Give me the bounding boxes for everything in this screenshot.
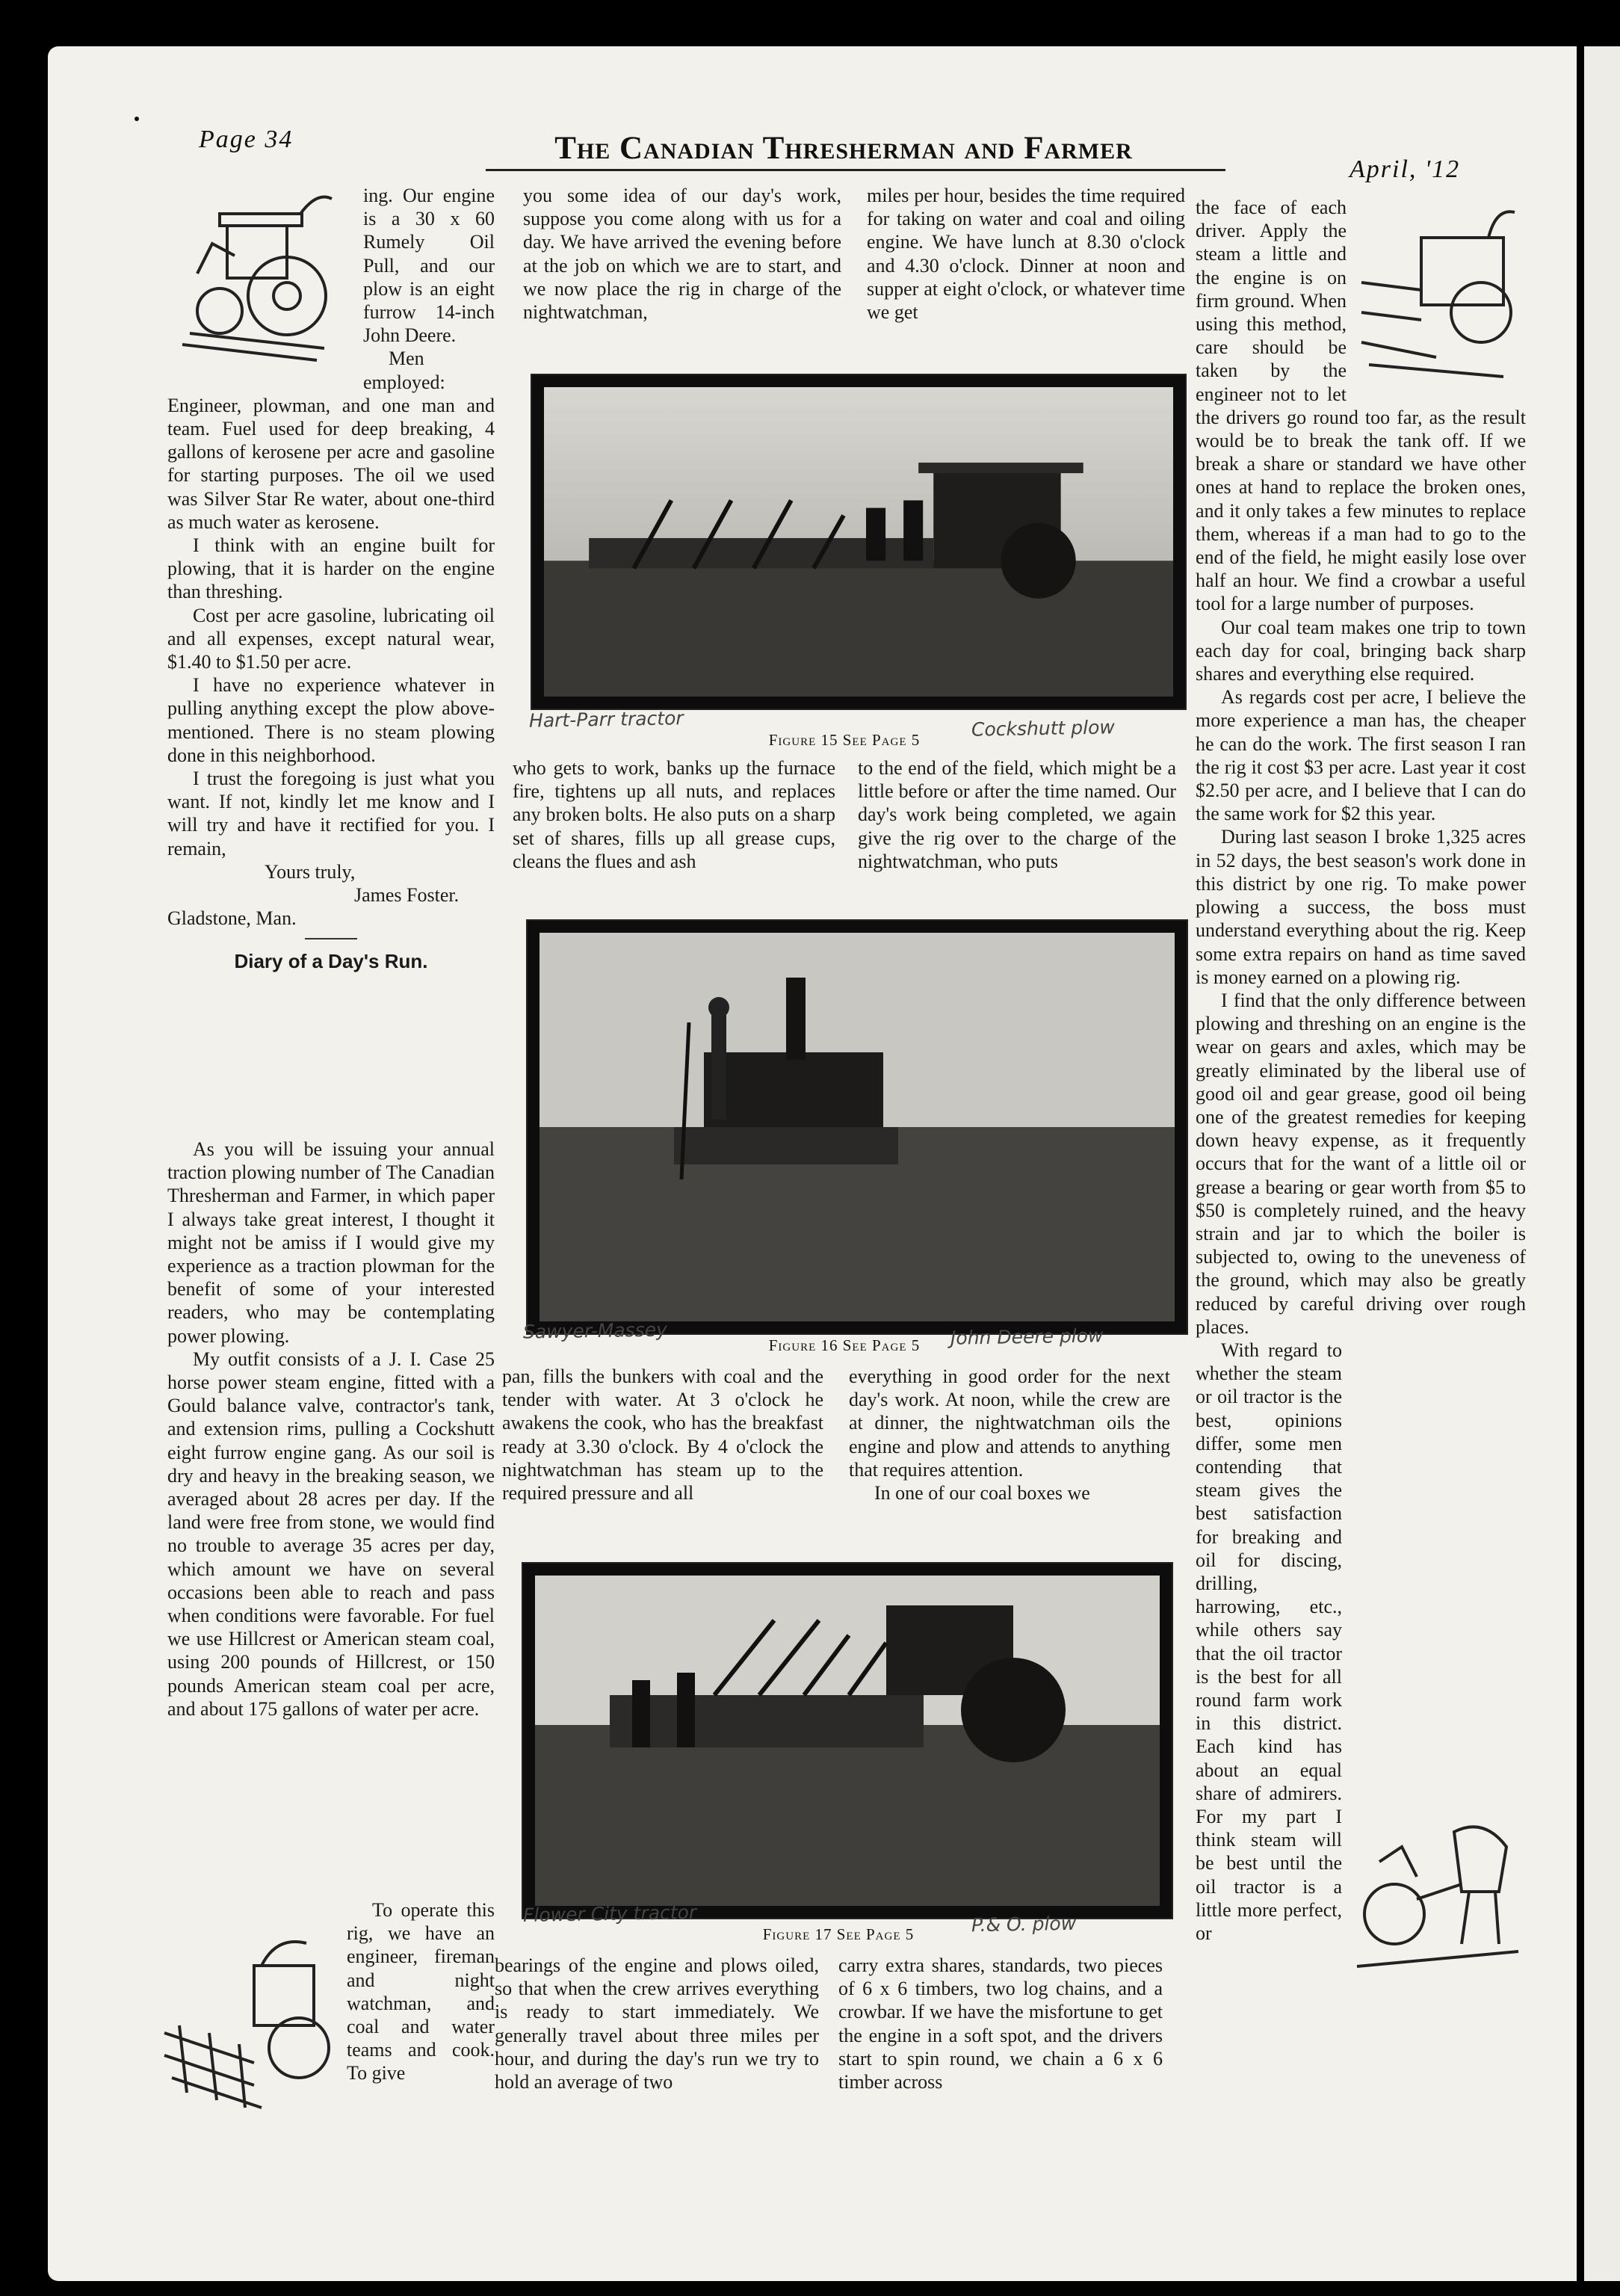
paragraph: With regard to whether the steam or oil tractor is the best, opinions differ, some men contending that steam gives the best satisfaction for breaking and oil for discing, drilling, harrowing, etc., while others say that the oil tractor is the best for all round farm work in this district. Each kind has about an equal share of admirers. For my part I think steam will be best until the oil tractor is a little more perfect, or bbox=[1196, 1339, 1342, 1945]
paragraph: I find that the only difference between plowing and threshing on an engine is the wear on gears and axles, which may be greatly eliminated by the liberal use of good oil and gear grease, good oil being one of the greatest remedies for keeping down heavy expense, as it frequently occurs that for the want of a little oil or grease a bearing or gear worth from $5 to $50 is completely ruined, and the heavy strain and jar to which the boiler is subjected to, owing to the uneveness of the ground, which may also be greatly reduced by careful driving over rough places. bbox=[1196, 989, 1526, 1338]
signature-place: Gladstone, Man. bbox=[167, 907, 297, 930]
paragraph: Cost per acre gasoline, lubricating oil and all expenses, except natural wear, $1.40 to $1.50 per acre. bbox=[167, 604, 495, 673]
issue-date: April, '12 bbox=[1350, 155, 1461, 183]
paragraph: As regards cost per acre, I believe the more experience a man has, the cheaper he can do the work. The first season I ran the rig it cost $3 per acre. Last year it cost $2.50 per acre, and I believe that I can do the same work for $2 this year. bbox=[1196, 686, 1526, 825]
paragraph: everything in good order for the next day's work. At noon, while the crew are at dinner, the nightwatchman oils the engine and plow and attends to anything that requires attention. bbox=[849, 1365, 1170, 1481]
engine-sketch-icon bbox=[1354, 200, 1526, 387]
figure-16-photo bbox=[528, 921, 1187, 1333]
paragraph: the face of each driver. Apply the steam a little and the engine is on firm ground. When using this method, care should be taken by the engineer not to let the drivers go round too far, as the result would be to break the tank off. If we break a share or standard we have other ones at hand to replace the broken ones, and it only takes a few minutes to replace them, whereas if a man had to go to the end of the field, he might easily lose over half an hour. We find a crowbar a useful tool for a large number of purposes. bbox=[1196, 197, 1526, 615]
column-4 bbox=[1196, 196, 1526, 2124]
column-3-mid bbox=[858, 756, 1176, 906]
horse-team-sketch-icon bbox=[1350, 1802, 1526, 1974]
figure-17-photo bbox=[523, 1564, 1172, 1918]
column-2-top bbox=[523, 184, 841, 363]
plow-sketch-icon bbox=[157, 1921, 336, 2115]
column-1-bottom bbox=[157, 1898, 495, 2115]
paragraph: miles per hour, besides the time required for taking on water and coal and oiling engine. We have lunch at 8.30 o'clock and 4.30 o'clock. Dinner at noon and supper at eight o'clock, or whatever time we get bbox=[867, 185, 1185, 324]
paragraph: to the end of the field, which might be a little before or after the time named. Our day's work being completed, we again give the rig over to the charge of the nightwatchman, who puts bbox=[858, 757, 1176, 872]
tractor-sketch-icon bbox=[167, 184, 354, 371]
paragraph: I have no experience whatever in pulling anything except the plow above-mentioned. There is no steam plowing done in this neighborhood. bbox=[167, 674, 495, 766]
column-2-mid bbox=[513, 756, 835, 906]
page-mark bbox=[135, 117, 139, 121]
paragraph: As you will be issuing your annual traction plowing number of The Canadian Thresherman and Farmer, in which paper I always take great interest, I thought it might not be amiss if I would give my experience as a traction plowman for the benefit of some of your interested readers, who may be contemplating power plowing. bbox=[167, 1138, 495, 1347]
column-3-low bbox=[849, 1365, 1170, 1529]
figure-17-note-right: P.& O. plow bbox=[971, 1912, 1077, 1937]
paragraph: carry extra shares, standards, two pieces of 6 x 6 timbers, two log chains, and a crowbar. If we have the misfortune to get the engine in a soft spot, and the drivers start to spin round, we chain a 6 x 6 timber across bbox=[838, 1954, 1163, 2093]
figure-15-note-left: Hart-Parr tractor bbox=[528, 707, 684, 732]
paragraph: ing. Our engine is a 30 x 60 Rumely Oil Pull, and our plow is an eight furrow 14-inch John Deere. bbox=[363, 185, 495, 347]
page-number: Page 34 bbox=[199, 126, 294, 153]
figure-15-photo bbox=[532, 375, 1185, 709]
paragraph: bearings of the engine and plows oiled, so that when the crew arrives everything is ready to start immediately. We generally travel about three miles per hour, and during the day's run we try to hold an average of two bbox=[495, 1954, 819, 2093]
figure-17-note-left: Flower City tractor bbox=[522, 1901, 697, 1927]
divider bbox=[305, 938, 357, 939]
figure-16-note-left: Sawyer-Massey bbox=[522, 1318, 668, 1343]
paragraph: you some idea of our day's work, suppose you come along with us for a day. We have arrived the evening before at the job on which we are to start, and we now place the rig in charge of the nightwatchman, bbox=[523, 185, 841, 324]
paragraph: I trust the foregoing is just what you want. If not, kindly let me know and I will try and have it rectified for you. I remain, bbox=[167, 768, 495, 860]
masthead-rule bbox=[486, 169, 1225, 171]
paragraph: To operate this rig, we have an engineer, fireman and night watchman, and coal and water teams and cook. To give bbox=[347, 1899, 495, 2084]
paragraph: who gets to work, banks up the furnace fire, tightens up all nuts, and replaces any broken bolts. He also puts on a sharp set of shares, fills up all grease cups, cleans the flues and ash bbox=[513, 757, 835, 872]
paragraph: I think with an engine built for plowing, that it is harder on the engine than threshing. bbox=[167, 534, 495, 603]
figure-17-caption: Figure 17 See Page 5 bbox=[762, 1925, 915, 1943]
paragraph: In one of our coal boxes we bbox=[874, 1482, 1090, 1505]
masthead: The Canadian Thresherman and Farmer bbox=[554, 131, 1133, 166]
signature-name: James Foster. bbox=[354, 884, 460, 907]
figure-16-note-right: John Deere plow bbox=[950, 1324, 1104, 1349]
column-1-letter bbox=[167, 184, 495, 1088]
column-2-low bbox=[502, 1365, 823, 1529]
next-page-edge bbox=[1577, 46, 1620, 2281]
column-3-bottom bbox=[838, 1954, 1163, 2118]
paragraph: Men employed: Engineer, plowman, and one man and team. Fuel used for deep breaking, 4 gallons of kerosene per acre and gasoline for starting purposes. The oil we used was Silver Star Re water, about one-third as much water as kerosene. bbox=[167, 348, 495, 533]
paragraph: During last season I broke 1,325 acres in 52 days, the best season's work done in this district by one rig. To make power plowing a success, the boss must understand everything about the rig. Keep some extra repairs on hand as time saved is money earned on a plowing rig. bbox=[1196, 826, 1526, 988]
article-heading: Diary of a Day's Run. bbox=[234, 949, 428, 972]
paragraph: My outfit consists of a J. I. Case 25 horse power steam engine, fitted with a Gould balance valve, contractor's tank, and extension rims, pulling a Cockshutt eight furrow engine gang. As our soil is dry and heavy in the breaking season, we averaged about 28 acres per day. If the land were free from stone, we would find no trouble to average 35 acres per day, which amount we have on several occasions been able to reach and pass when conditions were favorable. For fuel we use Hillcrest or American steam coal, using 200 pounds of Hillcrest, or 150 pounds American steam coal per acre, and about 175 gallons of water per acre. bbox=[167, 1348, 495, 1720]
figure-15-caption: Figure 15 See Page 5 bbox=[768, 731, 921, 749]
paragraph: pan, fills the bunkers with coal and the tender with water. At 3 o'clock he awakens the cook, who has the breakfast ready at 3.30 o'clock. By 4 o'clock the nightwatchman has steam up to the required pressure and all bbox=[502, 1365, 823, 1505]
closing: Yours truly, bbox=[265, 860, 356, 883]
paragraph: Our coal team makes one trip to town each day for coal, bringing back sharp shares and everything else required. bbox=[1196, 616, 1526, 685]
figure-15-note-right: Cockshutt plow bbox=[971, 716, 1116, 741]
column-2-bottom bbox=[495, 1954, 819, 2118]
figure-16-caption: Figure 16 See Page 5 bbox=[768, 1336, 921, 1354]
column-3-top bbox=[867, 184, 1185, 363]
